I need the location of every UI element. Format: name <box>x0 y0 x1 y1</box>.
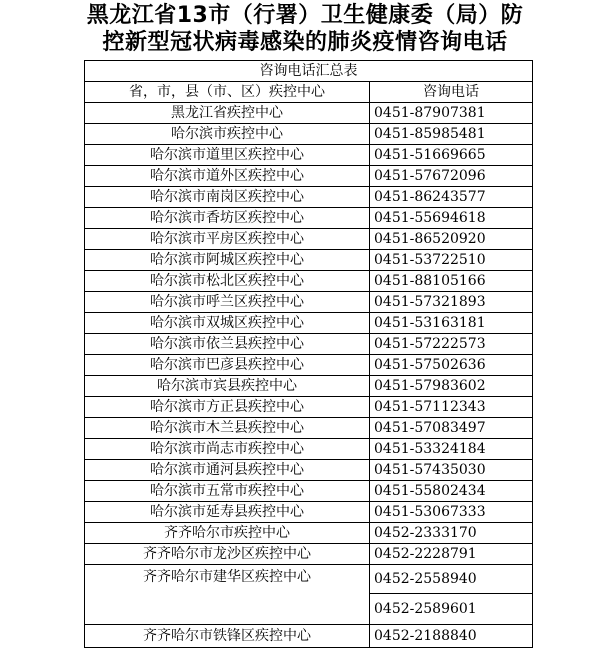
phone-cell: 0452-2333170 <box>370 523 533 544</box>
table-row <box>85 502 533 523</box>
phone-cell: 0452-2558940 <box>370 565 533 594</box>
phone-cell: 0451-57502636 <box>370 355 533 376</box>
table-row <box>85 397 533 418</box>
org-name-cell: 哈尔滨市阿城区疾控中心 <box>85 250 370 271</box>
title-line-1: 黑龙江省13市（行署）卫生健康委（局）防 <box>86 3 524 28</box>
phone-cell: 0451-53163181 <box>370 313 533 334</box>
phone-cell: 0451-53067333 <box>370 502 533 523</box>
phone-cell: 0451-57983602 <box>370 376 533 397</box>
table-row <box>85 355 533 376</box>
phone-cell: 0452-2228791 <box>370 544 533 565</box>
phone-cell: 0451-55694618 <box>370 208 533 229</box>
org-name-cell: 哈尔滨市松北区疾控中心 <box>85 271 370 292</box>
org-name-cell: 哈尔滨市呼兰区疾控中心 <box>85 292 370 313</box>
table-row <box>85 376 533 397</box>
org-name-cell: 哈尔滨市道外区疾控中心 <box>85 166 370 187</box>
org-name-cell: 哈尔滨市双城区疾控中心 <box>85 313 370 334</box>
table-row <box>85 313 533 334</box>
table-row <box>85 625 533 648</box>
phone-cell: 0452-2589601 <box>370 594 533 625</box>
org-name-cell: 哈尔滨市通河县疾控中心 <box>85 460 370 481</box>
header-org: 省，市，县（市、区）疾控中心 <box>85 82 370 103</box>
phone-cell: 0451-57112343 <box>370 397 533 418</box>
phone-cell: 0451-88105166 <box>370 271 533 292</box>
phone-cell: 0451-55802434 <box>370 481 533 502</box>
table-row <box>85 418 533 439</box>
org-name-cell: 哈尔滨市宾县疾控中心 <box>85 376 370 397</box>
phone-cell: 0451-57083497 <box>370 418 533 439</box>
table-row <box>85 271 533 292</box>
table-row <box>85 334 533 355</box>
title-line-2: 控新型冠状病毒感染的肺炎疫情咨询电话 <box>102 30 508 55</box>
org-name-cell: 哈尔滨市道里区疾控中心 <box>85 145 370 166</box>
phone-cell: 0451-53324184 <box>370 439 533 460</box>
org-name-cell: 哈尔滨市南岗区疾控中心 <box>85 187 370 208</box>
table-row <box>85 460 533 481</box>
phone-cell: 0451-86520920 <box>370 229 533 250</box>
org-name-cell: 哈尔滨市疾控中心 <box>85 124 370 145</box>
org-name-cell: 齐齐哈尔市疾控中心 <box>85 523 370 544</box>
table-row <box>85 145 533 166</box>
table-row <box>85 250 533 271</box>
org-name-cell: 哈尔滨市依兰县疾控中心 <box>85 334 370 355</box>
org-name-cell: 齐齐哈尔市铁锋区疾控中心 <box>85 625 370 648</box>
table-row <box>85 166 533 187</box>
header-phone: 咨询电话 <box>370 82 533 103</box>
document-title <box>70 2 540 56</box>
table-row <box>85 103 533 124</box>
table-row <box>85 544 533 565</box>
phone-cell: 0451-57222573 <box>370 334 533 355</box>
phone-cell: 0451-53722510 <box>370 250 533 271</box>
org-name-cell: 哈尔滨市延寿县疾控中心 <box>85 502 370 523</box>
table-row <box>85 439 533 460</box>
org-name-cell: 哈尔滨市巴彦县疾控中心 <box>85 355 370 376</box>
table-caption-row <box>85 61 533 82</box>
table-row <box>85 565 533 594</box>
org-name-cell: 哈尔滨市尚志市疾控中心 <box>85 439 370 460</box>
org-name-cell: 齐齐哈尔市龙沙区疾控中心 <box>85 544 370 565</box>
phone-cell: 0451-51669665 <box>370 145 533 166</box>
table-caption: 咨询电话汇总表 <box>85 61 533 82</box>
table-row <box>85 208 533 229</box>
org-name-cell: 哈尔滨市五常市疾控中心 <box>85 481 370 502</box>
org-name-cell: 哈尔滨市香坊区疾控中心 <box>85 208 370 229</box>
table-row <box>85 481 533 502</box>
phone-cell: 0451-57435030 <box>370 460 533 481</box>
org-name-cell: 哈尔滨市方正县疾控中心 <box>85 397 370 418</box>
table-header-row <box>85 82 533 103</box>
table-row <box>85 523 533 544</box>
phone-cell: 0451-87907381 <box>370 103 533 124</box>
phone-cell: 0451-57672096 <box>370 166 533 187</box>
phone-cell: 0451-86243577 <box>370 187 533 208</box>
phone-cell: 0451-57321893 <box>370 292 533 313</box>
table-row <box>85 229 533 250</box>
phone-cell: 0451-85985481 <box>370 124 533 145</box>
phone-cell: 0452-2188840 <box>370 625 533 648</box>
org-name-cell: 齐齐哈尔市建华区疾控中心 <box>85 565 370 625</box>
table-row <box>85 187 533 208</box>
hotline-table <box>84 60 533 648</box>
table-row <box>85 292 533 313</box>
org-name-cell: 哈尔滨市木兰县疾控中心 <box>85 418 370 439</box>
table-row <box>85 124 533 145</box>
org-name-cell: 哈尔滨市平房区疾控中心 <box>85 229 370 250</box>
org-name-cell: 黑龙江省疾控中心 <box>85 103 370 124</box>
